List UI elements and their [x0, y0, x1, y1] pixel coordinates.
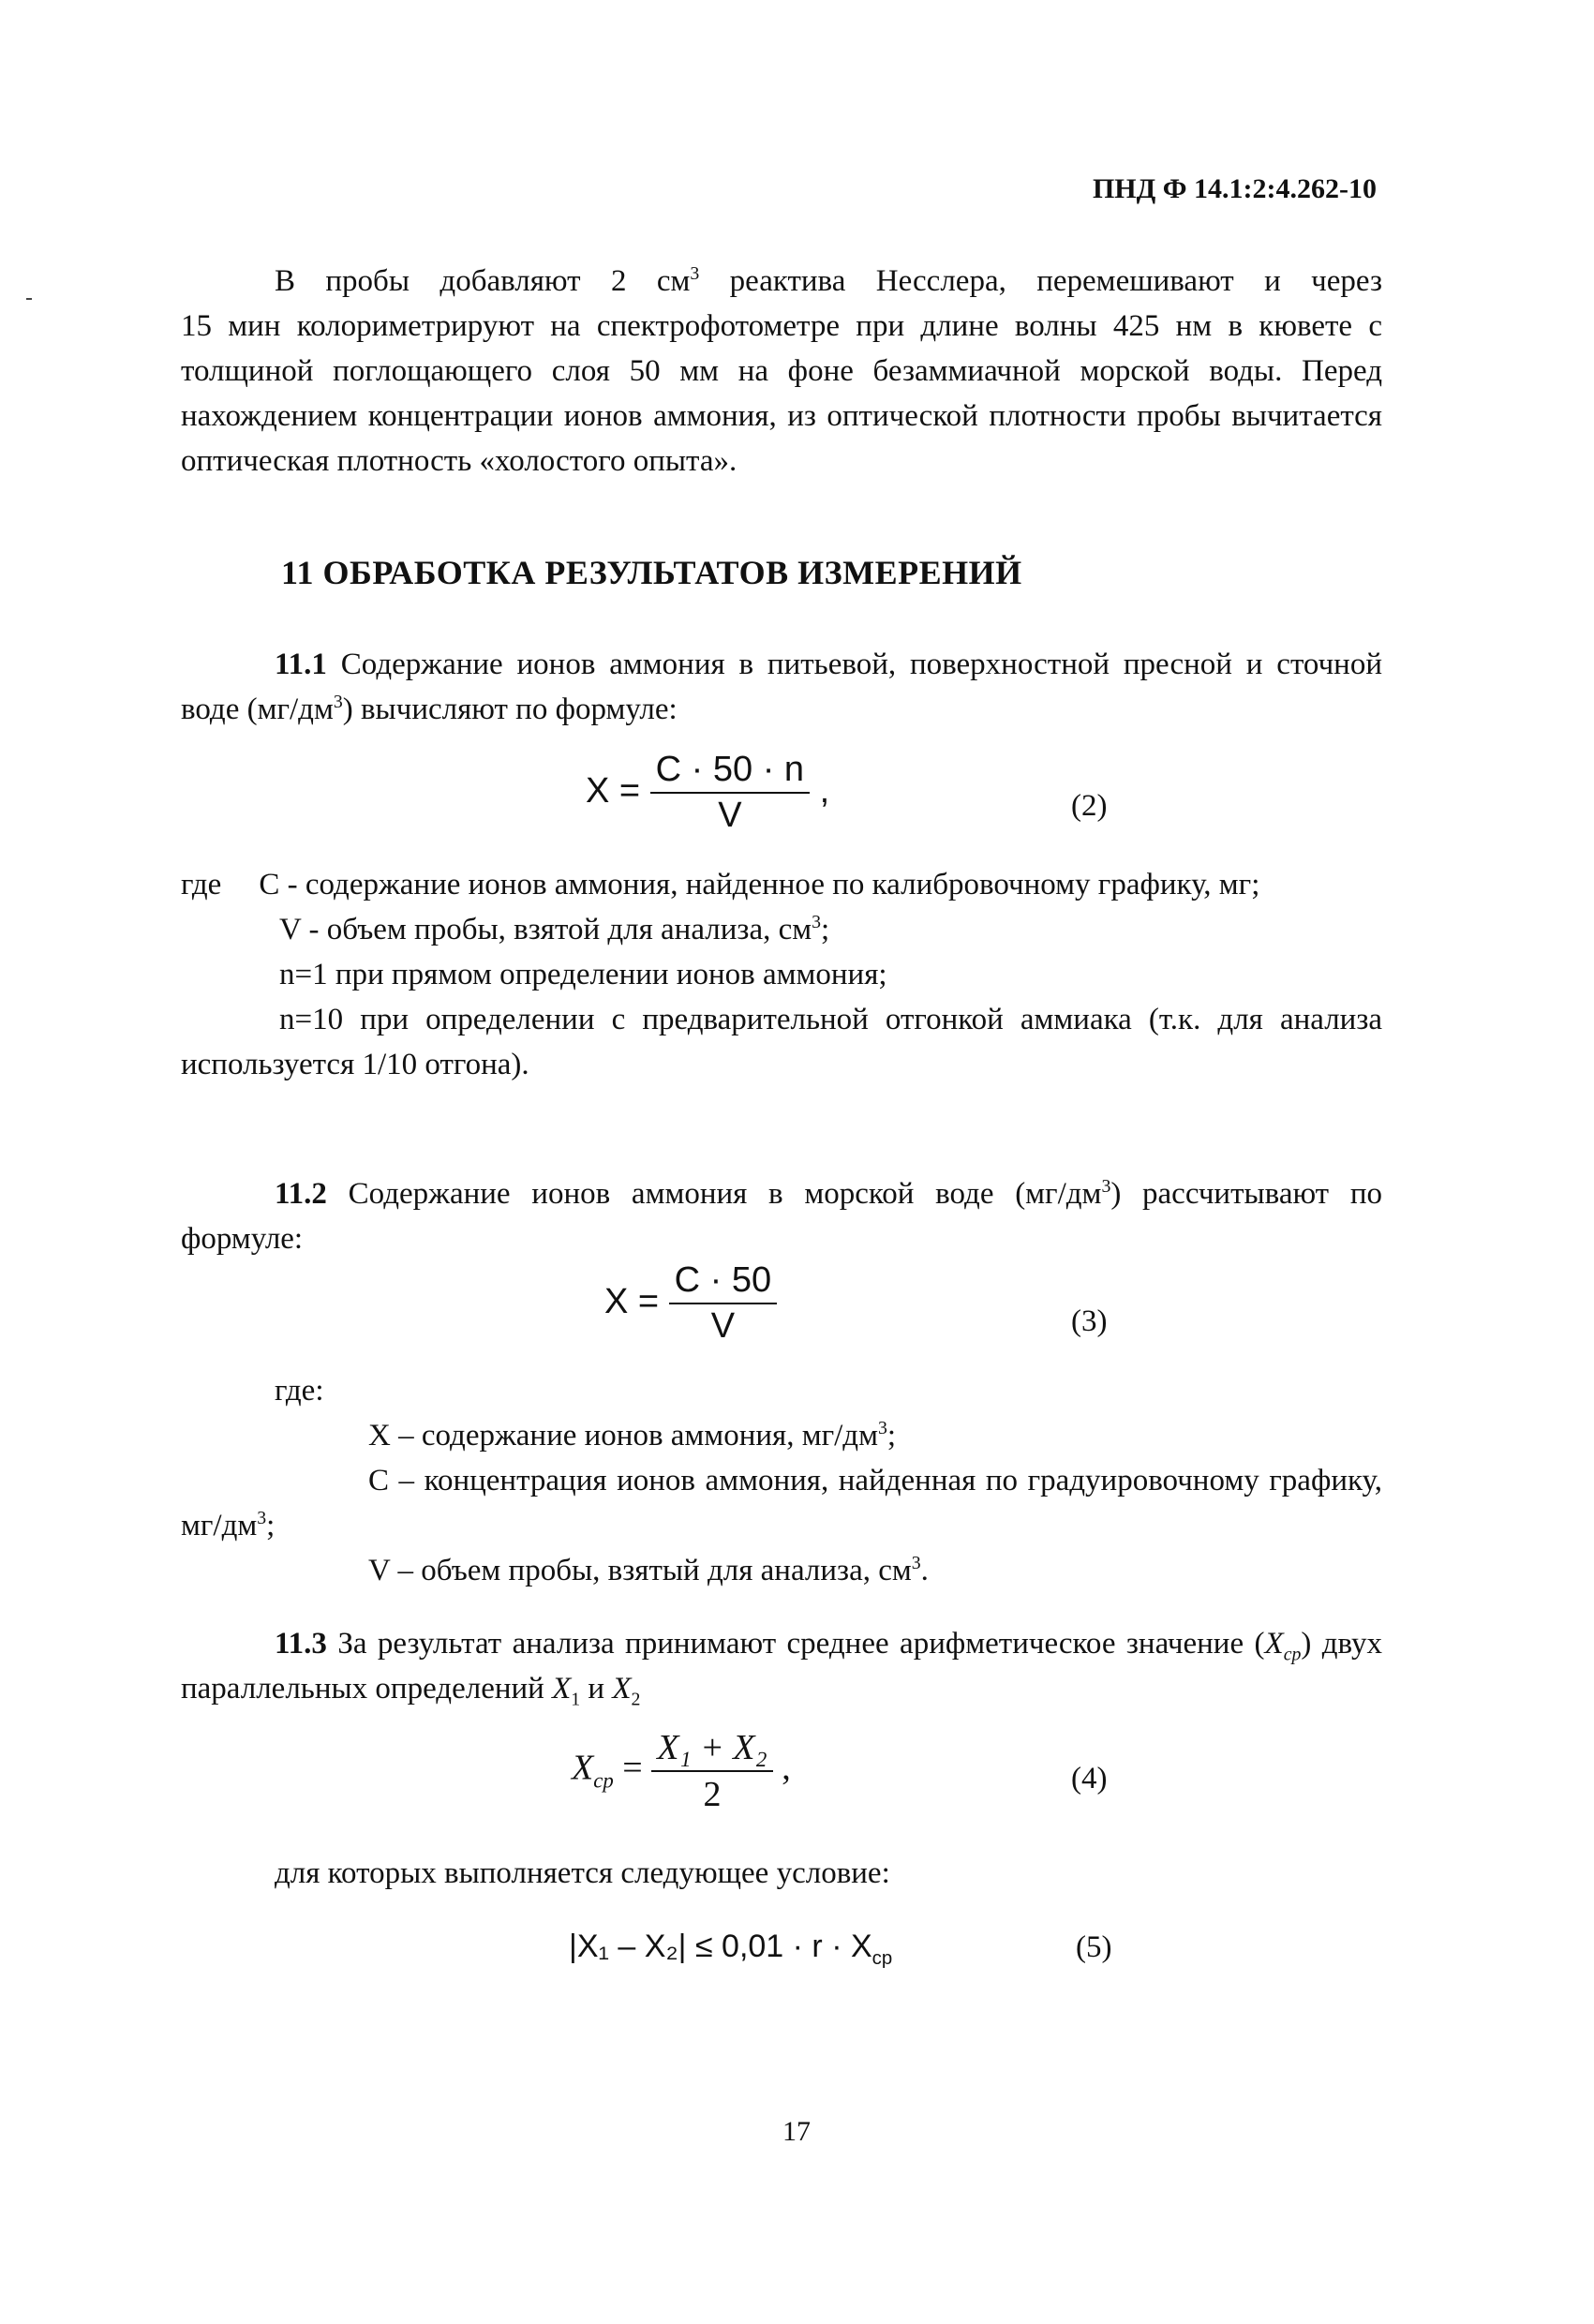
formula-2-denominator: V	[718, 796, 742, 835]
equation-number-2: (2)	[1071, 789, 1108, 823]
intro-body: 15 мин колориметрируют на спектрофотометре при длине волны 425 нм в кювете с толщиной поглощающего слоя 50 мм на фоне безаммиачной морской воды. Перед нахождением концентрации ионов аммония, из оптической плотности пробы вычитается оптическая плотность «холостого опыта».	[181, 309, 1382, 478]
formula-4-denominator: 2	[703, 1775, 722, 1814]
intro-first-line: В пробы добавляют 2 $см^3$ реактива Несслера, перемешивают и через	[275, 263, 1382, 298]
section-title: 11 ОБРАБОТКА РЕЗУЛЬТАТОВ ИЗМЕРЕНИЙ	[281, 554, 1022, 591]
formula-4-numerator: X₁ + X₂	[651, 1727, 773, 1772]
formula-4: $X_{cp}$ = $\frac{\text{X₁ + X₂}}{2}$ ,	[572, 1728, 791, 1814]
equation-number-5: (5)	[1076, 1930, 1112, 1964]
formula-3-denominator: V	[710, 1306, 736, 1346]
margin-mark	[26, 298, 32, 300]
paragraph-11-3: 11.3 За результат анализа принимают среднее арифметическое значение $(X_{cp})$ двух параллельных определений $X_1$ и $X_2$	[181, 1627, 1383, 1710]
intro-paragraph	[181, 259, 1382, 484]
formula-3: X = $\frac{C \cdot 50}{V}$	[604, 1260, 777, 1347]
page-number: 17	[782, 2116, 811, 2147]
where-label: где	[181, 868, 222, 901]
clause-number: 11.1	[275, 648, 327, 681]
where-label: где:	[275, 1374, 324, 1408]
clause-number: 11.2	[275, 1177, 327, 1211]
formula-5: $|X_1 - X_2| \le 0,01 \cdot r \cdot X_{cp}$	[569, 1929, 893, 1969]
condition-text: для которых выполняется следующее условие:	[275, 1856, 890, 1890]
paragraph-11-2: 11.2 Содержание ионов аммония в морской воде $(мг/дм^3)$ рассчитывают по формуле:	[181, 1176, 1382, 1256]
formula-3-numerator: C · 50	[669, 1260, 777, 1304]
formula-2-numerator: C · 50 · n	[650, 750, 810, 794]
equation-number-4: (4)	[1071, 1762, 1108, 1795]
clause-number: 11.3	[275, 1627, 327, 1661]
definitions-11-1: где C - содержание ионов аммония, найденное по калибровочному графику, мг; V - объем пробы, взятой для анализа, $см^3$; n=1 при прямом определении ионов аммония; n=10 при определении с предварительной отгонкой аммиака (т.к. для анализа используется 1/10 отгона).	[181, 868, 1382, 1081]
document-code: ПНД Ф 14.1:2:4.262-10	[1092, 173, 1377, 204]
paragraph-11-1: 11.1 Содержание ионов аммония в питьевой, поверхностной пресной и сточной воде $(мг/дм^3)$ вычисляют по формуле:	[181, 648, 1382, 726]
definitions-11-2: где: X – содержание ионов аммония, $мг/дм^3$; C – концентрация ионов аммония, найденная по градуировочному графику, $мг/дм^3$; V – объем пробы, взятый для анализа, $см^3$.	[181, 1368, 1382, 1593]
equation-number-3: (3)	[1071, 1304, 1108, 1338]
formula-2: X = $\frac{C \cdot 50 \cdot n}{V}$ ,	[586, 750, 830, 835]
